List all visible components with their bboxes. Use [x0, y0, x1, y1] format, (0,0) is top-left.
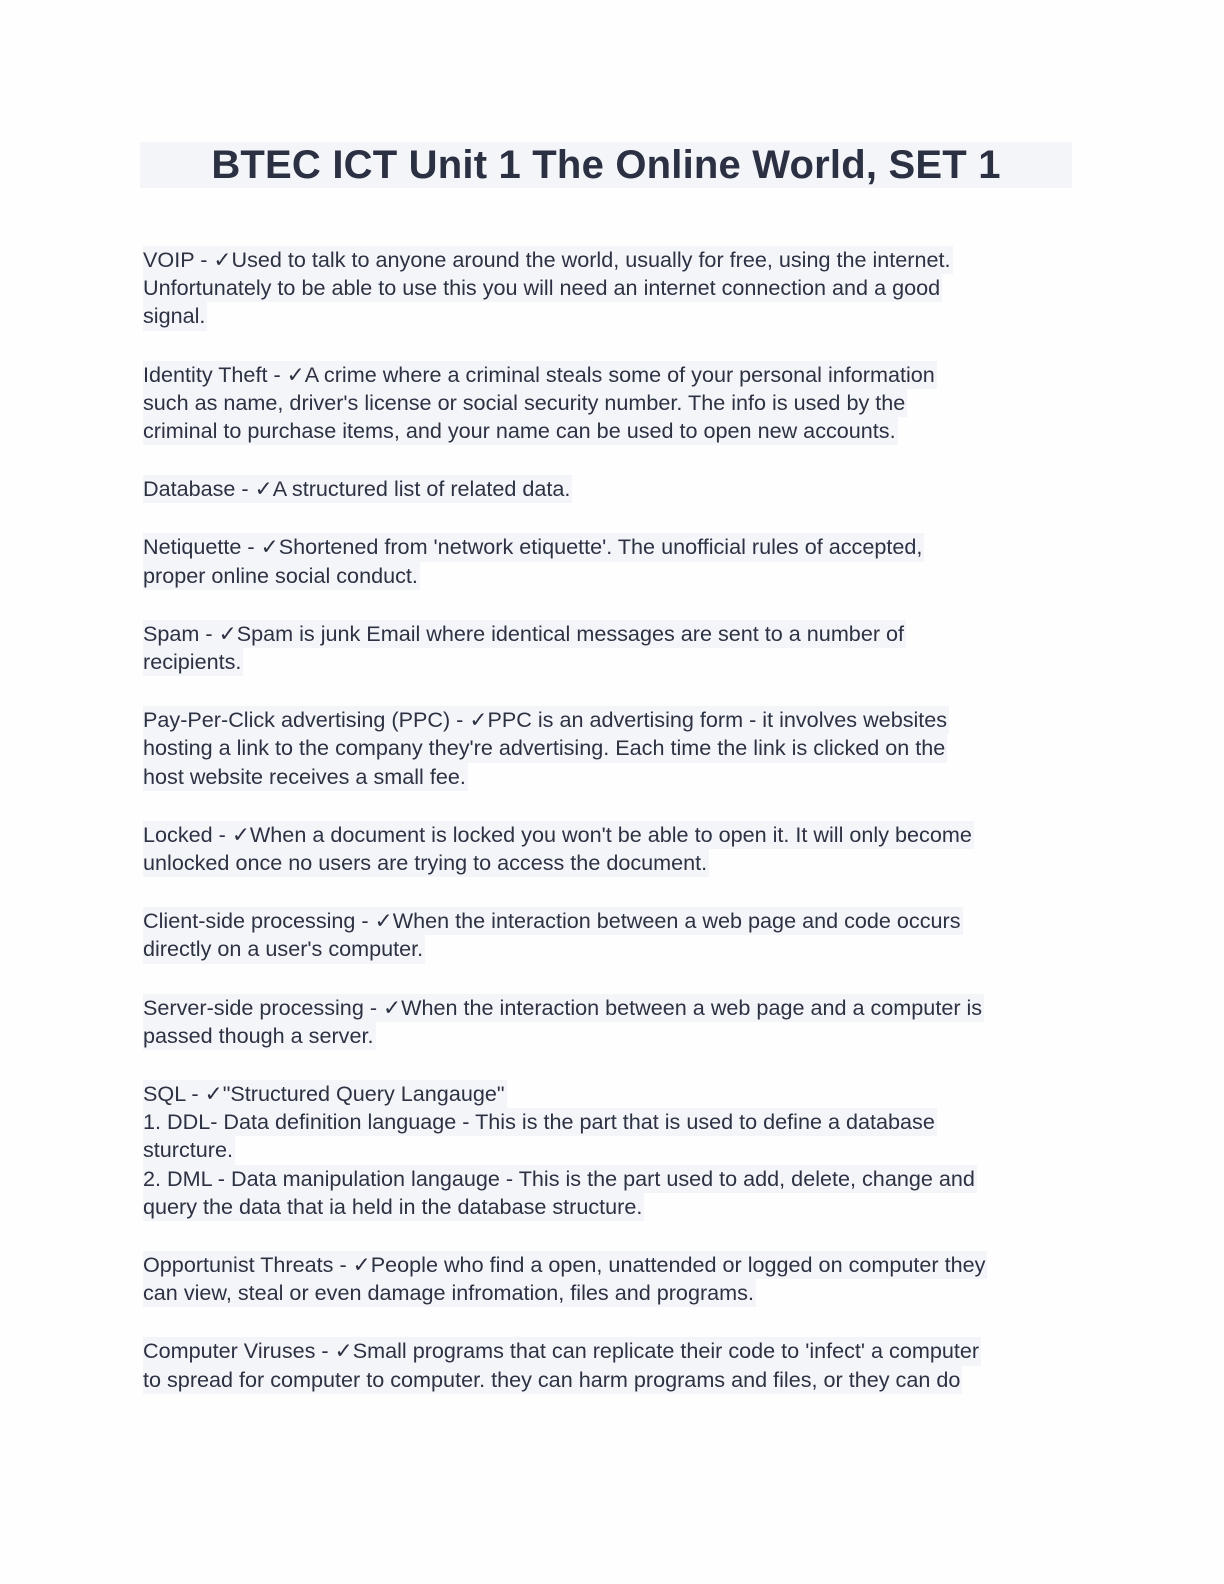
flashcard-entry — [143, 533, 1083, 589]
entry-text-line: 1. DDL- Data definition language - This is the part that is used to define a database — [143, 1108, 937, 1136]
flashcard-entry — [143, 994, 1083, 1050]
entry-text-line: criminal to purchase items, and your name can be used to open new accounts. — [143, 417, 898, 445]
entry-text-line: can view, steal or even damage infromation, files and programs. — [143, 1279, 756, 1307]
entry-text-line: proper online social conduct. — [143, 562, 420, 590]
entry-text-line: signal. — [143, 302, 207, 330]
entry-text-line: to spread for computer to computer. they can harm programs and files, or they can do — [143, 1366, 962, 1394]
entry-text-line: SQL - ✓"Structured Query Langauge" — [143, 1080, 507, 1108]
entry-text-line: Client-side processing - ✓When the interaction between a web page and code occurs — [143, 907, 963, 935]
entry-text-line: hosting a link to the company they're advertising. Each time the link is clicked on the — [143, 734, 947, 762]
flashcard-entry — [143, 1251, 1083, 1307]
entry-text-line: Identity Theft - ✓A crime where a criminal steals some of your personal information — [143, 361, 937, 389]
flashcard-entry — [143, 821, 1083, 877]
flashcard-entry — [143, 475, 1083, 503]
flashcard-list — [143, 246, 1083, 1424]
flashcard-entry — [143, 706, 1083, 791]
entry-text-line: host website receives a small fee. — [143, 763, 468, 791]
entry-text-line: Database - ✓A structured list of related data. — [143, 475, 572, 503]
entry-text-line: VOIP - ✓Used to talk to anyone around the world, usually for free, using the internet. — [143, 246, 953, 274]
entry-text-line: such as name, driver's license or social security number. The info is used by the — [143, 389, 907, 417]
entry-text-line: Spam - ✓Spam is junk Email where identical messages are sent to a number of — [143, 620, 906, 648]
title-banner — [140, 142, 1072, 188]
entry-text-line: Pay-Per-Click advertising (PPC) - ✓PPC is an advertising form - it involves websites — [143, 706, 949, 734]
flashcard-entry — [143, 620, 1083, 676]
entry-text-line: Computer Viruses - ✓Small programs that can replicate their code to 'infect' a computer — [143, 1337, 981, 1365]
entry-text-line: Unfortunately to be able to use this you will need an internet connection and a good — [143, 274, 942, 302]
entry-text-line: sturcture. — [143, 1136, 235, 1164]
flashcard-entry — [143, 907, 1083, 963]
entry-text-line: unlocked once no users are trying to access the document. — [143, 849, 709, 877]
entry-text-line: Opportunist Threats - ✓People who find a open, unattended or logged on computer they — [143, 1251, 987, 1279]
flashcard-entry — [143, 1337, 1083, 1393]
entry-text-line: query the data that ia held in the database structure. — [143, 1193, 644, 1221]
entry-text-line: 2. DML - Data manipulation langauge - This is the part used to add, delete, change and — [143, 1165, 977, 1193]
page-title: BTEC ICT Unit 1 The Online World, SET 1 — [211, 143, 1001, 187]
flashcard-entry — [143, 246, 1083, 331]
entry-text-line: Locked - ✓When a document is locked you won't be able to open it. It will only become — [143, 821, 974, 849]
flashcard-entry — [143, 1080, 1083, 1221]
entry-text-line: Netiquette - ✓Shortened from 'network etiquette'. The unofficial rules of accepted, — [143, 533, 924, 561]
entry-text-line: recipients. — [143, 648, 243, 676]
flashcard-entry — [143, 361, 1083, 446]
entry-text-line: passed though a server. — [143, 1022, 376, 1050]
entry-text-line: Server-side processing - ✓When the interaction between a web page and a computer is — [143, 994, 984, 1022]
entry-text-line: directly on a user's computer. — [143, 935, 425, 963]
